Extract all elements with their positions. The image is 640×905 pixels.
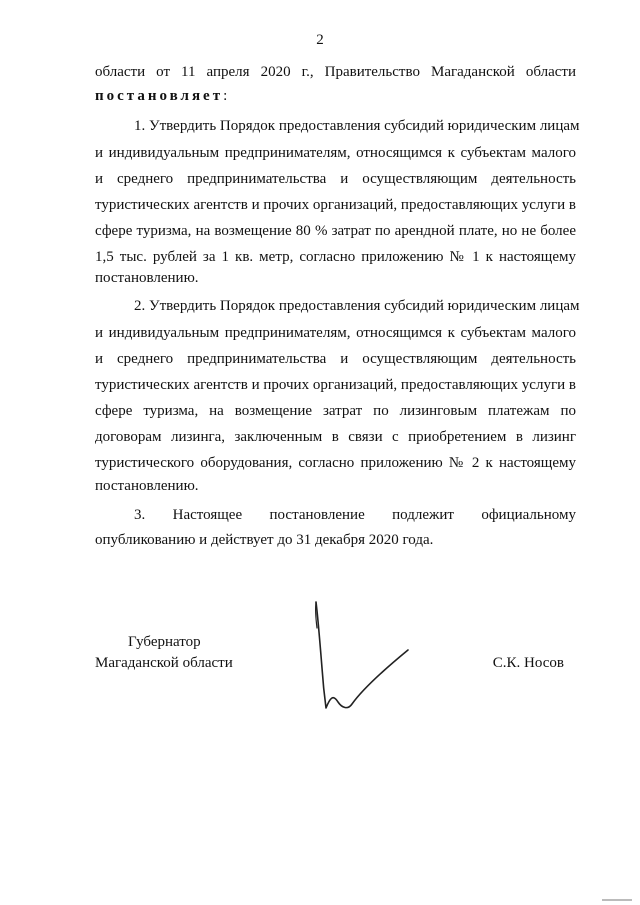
intro-verb-line xyxy=(95,88,227,105)
item1-line-3: и среднего предпринимательства и осуществляющим деятельность xyxy=(95,171,576,187)
verb-colon: : xyxy=(223,88,228,104)
signatory-title-line-2: Магаданской области xyxy=(95,655,233,671)
item2-line-5: сфере туризма, на возмещение затрат по лизинговым платежам по xyxy=(95,403,576,419)
item3-line-2: опубликованию и действует до 31 декабря 2020 года. xyxy=(95,532,434,548)
item2-line-7: туристического оборудования, согласно приложению № 2 к настоящему xyxy=(95,455,576,471)
item1-line-7: постановлению. xyxy=(95,270,199,286)
item2-line-8: постановлению. xyxy=(95,478,199,494)
signatory-name: С.К. Носов xyxy=(492,655,564,671)
verb-postanovlyaet: постановляет xyxy=(95,88,224,104)
item2-line-2: и индивидуальным предпринимателям, относящимся к субъектам малого xyxy=(95,325,576,341)
page-number: 2 xyxy=(316,32,324,48)
handwritten-signature xyxy=(300,598,420,718)
intro-line: области от 11 апреля 2020 г., Правительство Магаданской области xyxy=(95,64,576,80)
item2-line-6: договорам лизинга, заключенным в связи с приобретением в лизинг xyxy=(95,429,576,445)
item3-line-1: 3. Настоящее постановление подлежит официальному xyxy=(134,507,576,523)
item1-line-1: 1. Утвердить Порядок предоставления субсидий юридическим лицам xyxy=(134,118,580,134)
item1-line-2: и индивидуальным предпринимателям, относящимся к субъектам малого xyxy=(95,145,576,161)
item2-line-1: 2. Утвердить Порядок предоставления субсидий юридическим лицам xyxy=(134,298,580,314)
item1-line-5: сфере туризма, на возмещение 80 % затрат по арендной плате, но не более xyxy=(95,223,576,239)
item1-line-4: туристических агентств и прочих организаций, предоставляющих услуги в xyxy=(95,197,576,213)
signatory-title-line-1: Губернатор xyxy=(128,634,201,650)
item1-line-6: 1,5 тыс. рублей за 1 кв. метр, согласно приложению № 1 к настоящему xyxy=(95,249,576,265)
item2-line-3: и среднего предпринимательства и осуществляющим деятельность xyxy=(95,351,576,367)
scan-artifact xyxy=(602,899,632,901)
item2-line-4: туристических агентств и прочих организаций, предоставляющих услуги в xyxy=(95,377,576,393)
